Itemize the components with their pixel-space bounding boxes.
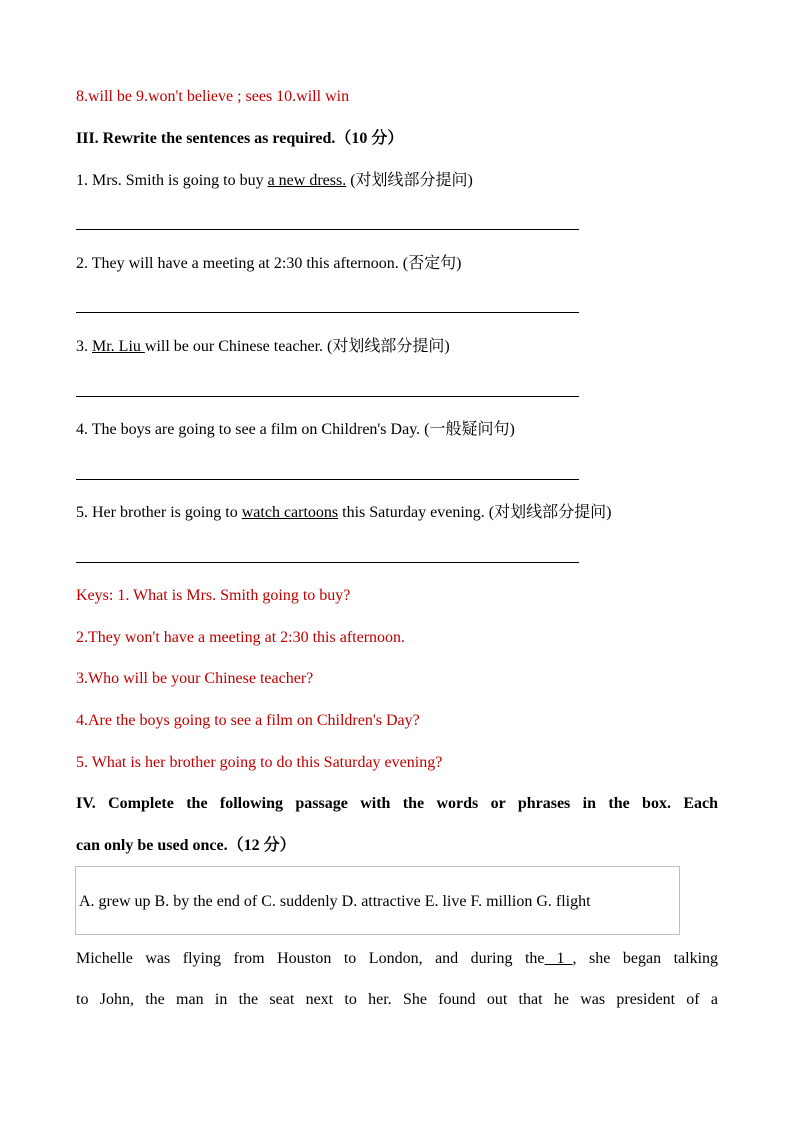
passage-line-1 [76,949,718,969]
section-3-heading: III. Rewrite the sentences as required.（10 分） [76,130,404,147]
answer-line-4[interactable] [76,479,579,480]
blank-1[interactable]: 1 [544,950,573,967]
answer-key-4: 4.Are the boys going to see a film on Children's Day? [76,712,420,729]
section-4-heading: IV. Complete the following passage with the words or phrases in the box. Each [76,795,718,812]
answer-line-2[interactable] [76,312,579,313]
question-1 [76,171,473,191]
passage-line-2: to John, the man in the seat next to her. She found out that he was president of a [76,991,718,1008]
passage-text-cont: , she began talking [572,950,719,967]
question-1-underlined: a new dress. [267,172,347,189]
answer-line-1[interactable] [76,229,579,230]
section-4-heading-cont: can only be used once.（12 分） [76,837,296,854]
answer-key-5: 5. What is her brother going to do this Saturday evening? [76,754,443,771]
question-3 [76,337,450,357]
question-4: 4. The boys are going to see a film on Children's Day. (一般疑问句) [76,421,515,438]
answer-key-3: 3.Who will be your Chinese teacher? [76,670,314,687]
question-5-text: 5. Her brother is going to [76,504,242,521]
passage-text: Michelle was flying from Houston to London, and during the [76,950,545,967]
answer-line-3[interactable] [76,396,579,397]
question-5-instruction: this Saturday evening. (对划线部分提问) [338,504,612,521]
question-2: 2. They will have a meeting at 2:30 this afternoon. (否定句) [76,255,462,272]
word-bank-box [75,866,680,935]
answer-key-2: 2.They won't have a meeting at 2:30 this afternoon. [76,629,406,646]
question-3-instruction: will be our Chinese teacher. (对划线部分提问) [144,338,450,355]
question-3-text: 3. [76,338,92,355]
word-bank-text: A. grew up B. by the end of C. suddenly D. attractive E. live F. million G. flight [79,893,591,910]
previous-answer-keys: 8.will be 9.won't believe ; sees 10.will win [76,88,350,105]
question-1-instruction: (对划线部分提问) [346,172,473,189]
question-5 [76,503,611,523]
question-3-underlined: Mr. Liu [92,338,145,355]
answer-key-1: Keys: 1. What is Mrs. Smith going to buy? [76,587,351,604]
question-5-underlined: watch cartoons [241,504,339,521]
question-1-text: 1. Mrs. Smith is going to buy [76,172,268,189]
answer-line-5[interactable] [76,562,579,563]
